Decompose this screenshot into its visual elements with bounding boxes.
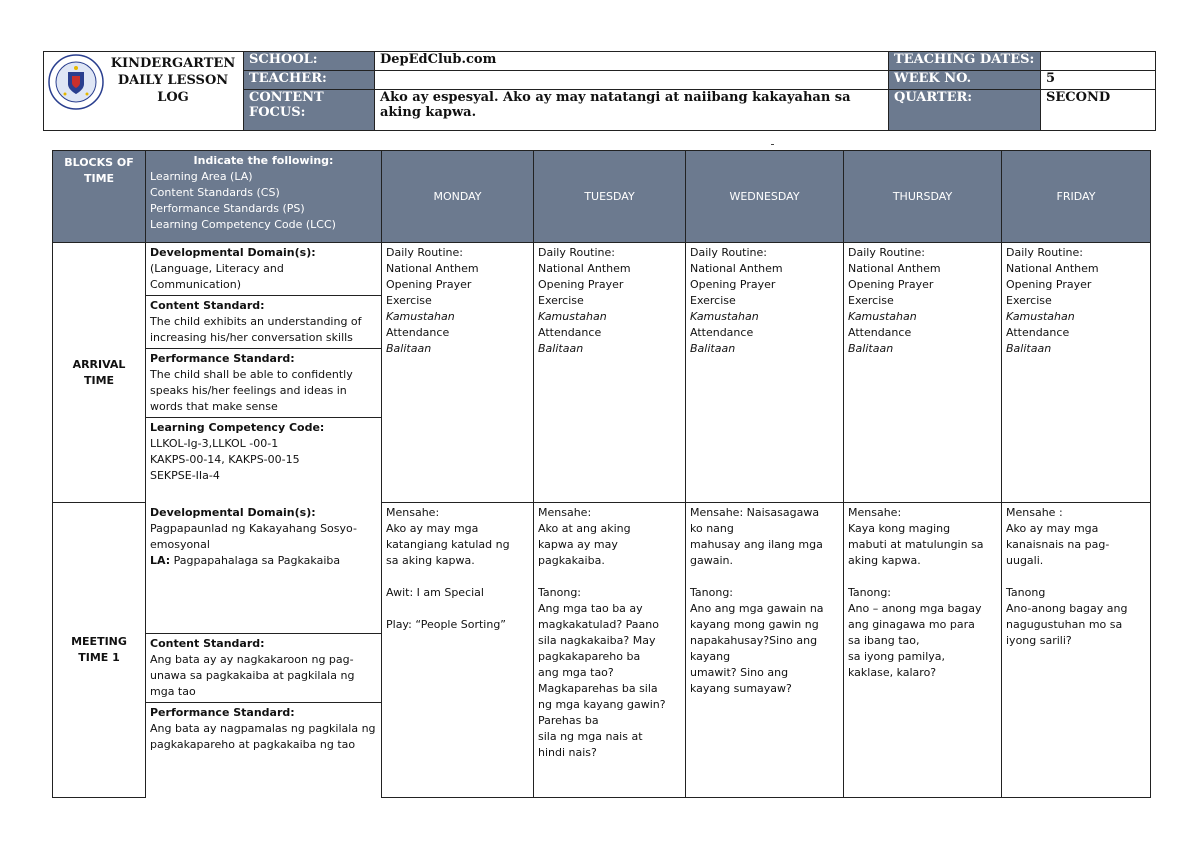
- content-focus-value: Ako ay espesyal. Ako ay may natatangi at naiibang kakayahan sa aking kapwa.: [375, 90, 889, 131]
- routine-item: Attendance: [690, 326, 754, 339]
- tanong-line: iyong sarili?: [1006, 634, 1072, 647]
- routine-item: Balitaan: [538, 342, 584, 355]
- title-line2: DAILY LESSON LOG: [117, 73, 229, 105]
- routine-item: Opening Prayer: [386, 278, 472, 291]
- routine-item: Attendance: [386, 326, 450, 339]
- mensahe-label: Mensahe:: [848, 506, 902, 519]
- quarter-label: QUARTER:: [889, 90, 1041, 131]
- teaching-dates-label: TEACHING DATES:: [889, 52, 1041, 71]
- meeting-friday: [1002, 503, 1151, 798]
- tanong-line: kayang mong gawin ng: [690, 618, 819, 631]
- mensahe-line: Ako ay may mga: [386, 522, 479, 535]
- indicate-item: Content Standards (CS): [150, 186, 280, 199]
- tanong-line: ang ginagawa mo para: [848, 618, 975, 631]
- competency-code-line: SEKPSE-IIa-4: [150, 469, 220, 482]
- mensahe-line: mahusay ang ilang mga: [690, 538, 823, 551]
- meeting-wednesday: [686, 503, 844, 798]
- routine-item: Kamustahan: [386, 310, 455, 323]
- mensahe-line: uugali.: [1006, 554, 1044, 567]
- mensahe-line: ko nang: [690, 522, 734, 535]
- day-header-friday: FRIDAY: [1002, 151, 1151, 243]
- tanong-label: Tanong:: [848, 586, 892, 599]
- routine-item: Attendance: [538, 326, 602, 339]
- mensahe-line: katangiang katulad ng: [386, 538, 510, 551]
- competency-code-line: LLKOL-Ig-3,LLKOL -00-1: [150, 437, 279, 450]
- teacher-label: TEACHER:: [244, 71, 375, 90]
- domain-value: (Language, Literacy and Communication): [150, 262, 284, 291]
- routine-item: Balitaan: [690, 342, 736, 355]
- routine-item: Exercise: [538, 294, 584, 307]
- routine-item: Exercise: [848, 294, 894, 307]
- mensahe-label: Mensahe :: [1006, 506, 1063, 519]
- mensahe-line: pagkakaiba.: [538, 554, 605, 567]
- routine-item: Daily Routine:: [1006, 246, 1083, 259]
- routine-item: Balitaan: [386, 342, 432, 355]
- domain-title: Developmental Domain(s):: [150, 246, 316, 259]
- day-header-thursday: THURSDAY: [844, 151, 1002, 243]
- routine-item: Exercise: [386, 294, 432, 307]
- performance-standard-title: Performance Standard:: [150, 352, 295, 365]
- indicate-item: Learning Competency Code (LCC): [150, 218, 336, 231]
- tanong-line: ang mga tao?: [538, 666, 614, 679]
- tanong-line: kayang sumayaw?: [690, 682, 792, 695]
- meeting-standards-cell: [146, 503, 382, 798]
- mensahe-line: kanaisnais na pag-: [1006, 538, 1110, 551]
- tanong-line: kaklase, kalaro?: [848, 666, 937, 679]
- content-standard-value: The child exhibits an understanding of increasing his/her conversation skills: [150, 315, 362, 344]
- teacher-value: [375, 71, 889, 90]
- competency-code-line: KAKPS-00-14, KAKPS-00-15: [150, 453, 300, 466]
- quarter-value: SECOND: [1041, 90, 1156, 131]
- la-label: LA:: [150, 553, 171, 567]
- arrival-friday: [1002, 243, 1151, 503]
- indicate-title: Indicate the following:: [193, 154, 334, 167]
- mensahe-line: Ako ay may mga: [1006, 522, 1099, 535]
- routine-item: Opening Prayer: [1006, 278, 1092, 291]
- routine-item: National Anthem: [690, 262, 783, 275]
- tanong-line: sa ibang tao,: [848, 634, 920, 647]
- routine-item: Daily Routine:: [538, 246, 615, 259]
- routine-item: Opening Prayer: [538, 278, 624, 291]
- routine-item: National Anthem: [1006, 262, 1099, 275]
- domain-value: Pagpapaunlad ng Kakayahang Sosyo-emosyonal: [150, 521, 357, 551]
- routine-item: Exercise: [1006, 294, 1052, 307]
- mensahe-line: kapwa ay may: [538, 538, 618, 551]
- meeting-tuesday: [534, 503, 686, 798]
- content-standard-value: Ang bata ay ay nagkakaroon ng pag-unawa sa pagkakaiba at pagkilala ng mga tao: [150, 652, 355, 698]
- performance-standard-value: Ang bata ay nagpamalas ng pagkilala ng pagkakapareho at pagkakaiba ng tao: [150, 721, 376, 751]
- tanong-line: hindi nais?: [538, 746, 597, 759]
- tanong-line: sila ng mga nais at: [538, 730, 643, 743]
- arrival-thursday: [844, 243, 1002, 503]
- routine-item: National Anthem: [386, 262, 479, 275]
- tanong-line: umawit? Sino ang: [690, 666, 789, 679]
- mensahe-line: mabuti at matulungin sa: [848, 538, 984, 551]
- indicate-item: Learning Area (LA): [150, 170, 253, 183]
- meeting-domain: [146, 503, 381, 634]
- routine-item: Opening Prayer: [690, 278, 776, 291]
- week-value: 5: [1041, 71, 1156, 90]
- routine-item: Daily Routine:: [848, 246, 925, 259]
- teaching-dates-value: [1041, 52, 1156, 71]
- arrival-domain: [146, 243, 381, 296]
- content-focus-label: CONTENT FOCUS:: [244, 90, 375, 131]
- title-line1: KINDERGARTEN: [110, 56, 236, 71]
- log-title: [104, 55, 242, 106]
- day-header-monday: MONDAY: [382, 151, 534, 243]
- routine-item: Attendance: [848, 326, 912, 339]
- tanong-line: magkakatulad? Paano: [538, 618, 659, 631]
- indicate-header: [146, 151, 382, 243]
- lesson-table: [52, 150, 1150, 797]
- arrival-tuesday: [534, 243, 686, 503]
- tanong-label: Tanong:: [690, 586, 734, 599]
- tanong-label: Tanong: [1006, 586, 1046, 599]
- header-table: [43, 51, 1155, 131]
- divider-mark: [771, 144, 774, 145]
- routine-item: National Anthem: [848, 262, 941, 275]
- meeting-thursday: [844, 503, 1002, 798]
- routine-item: Daily Routine:: [386, 246, 463, 259]
- tanong-label: Tanong:: [538, 586, 582, 599]
- routine-item: Exercise: [690, 294, 736, 307]
- arrival-competency-code: [146, 418, 381, 486]
- tanong-line: napakahusay?Sino ang: [690, 634, 818, 647]
- tanong-line: pagkakapareho ba: [538, 650, 641, 663]
- routine-item: Balitaan: [1006, 342, 1052, 355]
- block-meeting-time-1: MEETING TIME 1: [53, 503, 146, 798]
- routine-item: Daily Routine:: [690, 246, 767, 259]
- arrival-wednesday: [686, 243, 844, 503]
- performance-standard-title: Performance Standard:: [150, 705, 295, 719]
- meeting-content-standard: [146, 634, 381, 703]
- awit-line: Awit: I am Special: [386, 586, 484, 599]
- routine-item: National Anthem: [538, 262, 631, 275]
- tanong-line: Ang mga tao ba ay: [538, 602, 643, 615]
- tanong-line: Ano – anong mga bagay: [848, 602, 982, 615]
- arrival-monday: [382, 243, 534, 503]
- play-line: Play: “People Sorting”: [386, 618, 507, 631]
- routine-item: Kamustahan: [1006, 310, 1075, 323]
- tanong-line: sila nagkakaiba? May: [538, 634, 656, 647]
- routine-item: Kamustahan: [538, 310, 607, 323]
- routine-item: Kamustahan: [690, 310, 759, 323]
- meeting-performance-standard: [146, 703, 381, 755]
- domain-title: Developmental Domain(s):: [150, 505, 316, 519]
- mensahe-line: sa aking kapwa.: [386, 554, 475, 567]
- meeting-monday: [382, 503, 534, 798]
- tanong-line: ng mga kayang gawin?: [538, 698, 666, 711]
- block-arrival-time: ARRIVAL TIME: [53, 243, 146, 503]
- blocks-of-time-header: BLOCKS OF TIME: [53, 151, 146, 243]
- tanong-line: Ano-anong bagay ang: [1006, 602, 1128, 615]
- routine-item: Attendance: [1006, 326, 1070, 339]
- routine-item: Balitaan: [848, 342, 894, 355]
- mensahe-label: Mensahe:: [386, 506, 440, 519]
- school-label: SCHOOL:: [244, 52, 375, 71]
- routine-item: Opening Prayer: [848, 278, 934, 291]
- day-header-wednesday: WEDNESDAY: [686, 151, 844, 243]
- mensahe-line: aking kapwa.: [848, 554, 921, 567]
- tanong-line: Parehas ba: [538, 714, 599, 727]
- tanong-line: kayang: [690, 650, 731, 663]
- arrival-performance-standard: [146, 349, 381, 418]
- tanong-line: Ano ang mga gawain na: [690, 602, 824, 615]
- tanong-line: sa iyong pamilya,: [848, 650, 946, 663]
- arrival-content-standard: [146, 296, 381, 349]
- la-value: Pagpapahalaga sa Pagkakaiba: [173, 553, 341, 567]
- content-standard-title: Content Standard:: [150, 299, 265, 312]
- mensahe-line: Ako at ang aking: [538, 522, 631, 535]
- deped-seal-icon: [48, 54, 104, 110]
- school-value: DepEdClub.com: [375, 52, 889, 71]
- tanong-line: nagugustuhan mo sa: [1006, 618, 1123, 631]
- mensahe-line: Kaya kong maging: [848, 522, 951, 535]
- arrival-standards-cell: [146, 243, 382, 503]
- mensahe-line: gawain.: [690, 554, 733, 567]
- tanong-line: Magkaparehas ba sila: [538, 682, 658, 695]
- competency-code-title: Learning Competency Code:: [150, 421, 325, 434]
- mensahe-label: Mensahe:: [538, 506, 592, 519]
- content-standard-title: Content Standard:: [150, 636, 265, 650]
- mensahe-line: Mensahe: Naisasagawa: [690, 506, 820, 519]
- routine-item: Kamustahan: [848, 310, 917, 323]
- indicate-item: Performance Standards (PS): [150, 202, 305, 215]
- week-label: WEEK NO.: [889, 71, 1041, 90]
- logo-title-cell: [44, 52, 244, 131]
- performance-standard-value: The child shall be able to confidently speaks his/her feelings and ideas in words that make sense: [150, 368, 353, 413]
- day-header-tuesday: TUESDAY: [534, 151, 686, 243]
